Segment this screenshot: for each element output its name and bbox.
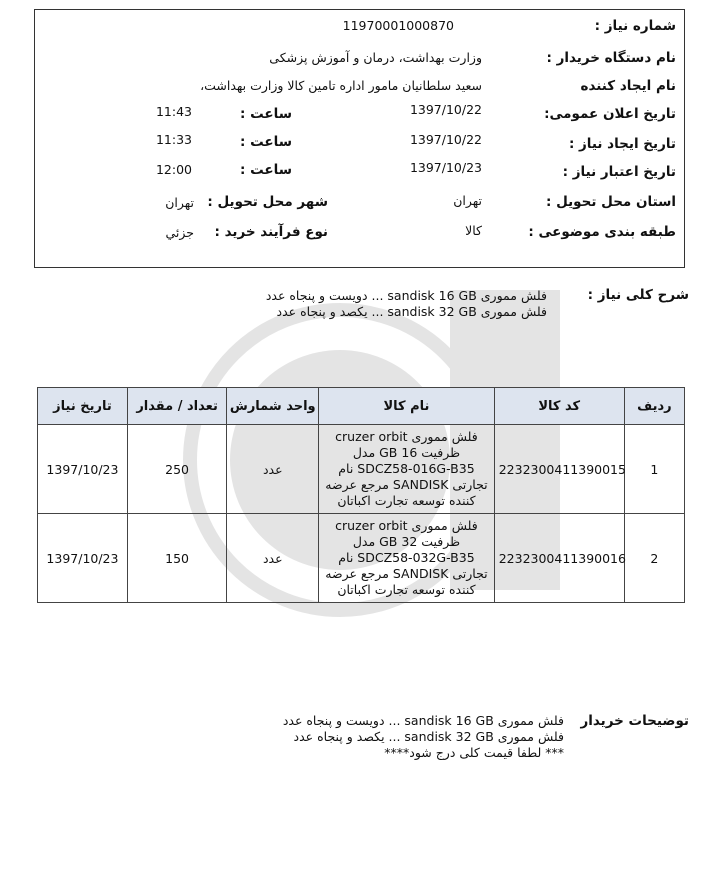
buyer-org-label: نام دستگاه خریدار : — [546, 50, 676, 66]
buyer-org-value: وزارت بهداشت، درمان و آموزش پزشکی — [269, 50, 482, 65]
category-value: کالا — [465, 223, 482, 238]
table-row — [38, 514, 685, 603]
creator-value: سعید سلطانیان مامور اداره تامین کالا وزارت بهداشت، — [200, 78, 482, 93]
cell-need-date: 1397/10/23 — [38, 425, 128, 514]
creator-label: نام ایجاد کننده — [580, 78, 676, 94]
announce-date-value: 1397/10/22 — [409, 102, 482, 117]
creation-time-value: 11:33 — [155, 132, 192, 147]
cell-unit: عدد — [227, 425, 319, 514]
summary-line: فلش مموری sandisk 16 GB ... دویست و پنجاه عدد — [265, 288, 547, 303]
delivery-province-value: تهران — [453, 193, 482, 208]
item-name-line: فلش مموری cruzer orbit — [335, 429, 478, 444]
item-name-line: فلش مموری cruzer orbit — [335, 518, 478, 533]
buyer-note-line: فلش مموری sandisk 32 GB ... یکصد و پنجاه عدد — [293, 729, 564, 744]
need-number-value: 11970001000870 — [342, 18, 454, 33]
cell-need-date: 1397/10/23 — [38, 514, 128, 603]
cell-unit: عدد — [227, 514, 319, 603]
buyer-note-line: *** لطفا قیمت کلی درج شود**** — [384, 745, 564, 760]
item-name-line: ظرفیت 32 GB مدل — [352, 534, 461, 549]
header-row-number: ردیف — [624, 388, 684, 425]
validity-time-value: 12:00 — [155, 162, 192, 177]
category-label: طبقه بندی موضوعی : — [528, 224, 676, 240]
item-name-line: SDCZ58-032G-B35 نام — [338, 550, 475, 565]
creation-time-label: ساعت : — [240, 134, 292, 150]
purchase-process-value: جزئي — [165, 225, 194, 240]
header-need-date: تاریخ نیاز — [38, 388, 128, 425]
announce-date-label: تاریخ اعلان عمومی: — [544, 106, 676, 122]
item-name-line: کننده توسعه تجارت اکباتان — [337, 493, 476, 508]
cell-row-number: 1 — [624, 425, 684, 514]
buyer-notes-label: توضیحات خریدار — [580, 713, 689, 729]
table-row — [38, 425, 685, 514]
table-header-row — [38, 388, 685, 425]
item-name-line: تجارتی SANDISK مرجع عرضه — [325, 566, 488, 581]
delivery-city-label: شهر محل تحویل : — [207, 194, 328, 210]
header-item-code: کد کالا — [494, 388, 624, 425]
cell-item-code: 2232300411390015 — [494, 425, 624, 514]
validity-date-value: 1397/10/23 — [409, 160, 482, 175]
cell-item-name — [319, 425, 494, 514]
creation-date-value: 1397/10/22 — [409, 132, 482, 147]
purchase-process-label: نوع فرآیند خرید : — [214, 224, 328, 240]
summary-lines — [266, 288, 547, 320]
delivery-city-value: تهران — [165, 195, 194, 210]
creation-date-label: تاریخ ایجاد نیاز : — [568, 136, 676, 152]
validity-time-label: ساعت : — [240, 162, 292, 178]
summary-line: فلش مموری sandisk 32 GB ... یکصد و پنجاه عدد — [276, 304, 547, 319]
announce-time-value: 11:43 — [155, 104, 192, 119]
item-name-line: کننده توسعه تجارت اکباتان — [337, 582, 476, 597]
cell-quantity: 150 — [127, 514, 226, 603]
buyer-notes-lines — [283, 713, 564, 761]
cell-item-code: 2232300411390016 — [494, 514, 624, 603]
header-unit: واحد شمارش — [227, 388, 319, 425]
buyer-note-line: فلش مموری sandisk 16 GB ... دویست و پنجاه عدد — [282, 713, 564, 728]
delivery-province-label: استان محل تحویل : — [545, 194, 676, 210]
item-name-line: SDCZ58-016G-B35 نام — [338, 461, 475, 476]
cell-quantity: 250 — [127, 425, 226, 514]
item-name-line: تجارتی SANDISK مرجع عرضه — [325, 477, 488, 492]
need-number-label: شماره نیاز : — [594, 18, 676, 34]
summary-label: شرح کلی نیاز : — [587, 287, 689, 303]
header-item-name: نام کالا — [319, 388, 494, 425]
cell-item-name — [319, 514, 494, 603]
validity-date-label: تاریخ اعتبار نیاز : — [562, 164, 676, 180]
need-info-box — [34, 9, 685, 268]
items-table — [37, 387, 685, 603]
item-name-line: ظرفیت 16 GB مدل — [352, 445, 461, 460]
header-quantity: تعداد / مقدار — [127, 388, 226, 425]
announce-time-label: ساعت : — [240, 106, 292, 122]
cell-row-number: 2 — [624, 514, 684, 603]
